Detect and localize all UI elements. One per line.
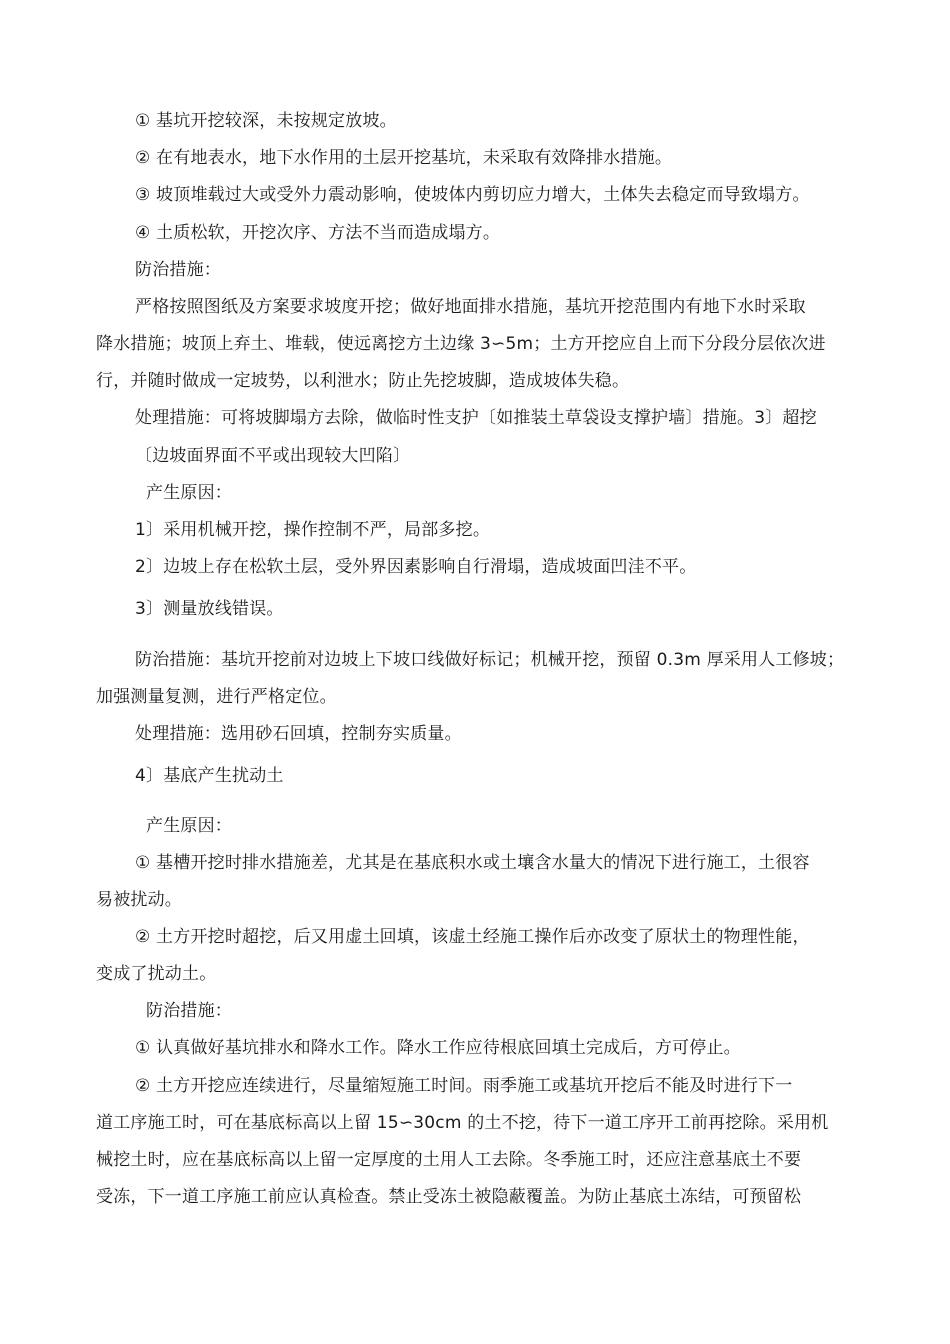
text-line: 1〕采用机械开挖，操作控制不严，局部多挖。 xyxy=(135,520,491,540)
text-line: ④ 土质松软，开挖次序、方法不当而造成塌方。 xyxy=(135,223,501,243)
text-line: 易被扰动。 xyxy=(96,890,182,910)
text-line: ② 在有地表水，地下水作用的土层开挖基坑，未采取有效降排水措施。 xyxy=(135,148,673,168)
text-line: ② 土方开挖应连续进行，尽量缩短施工时间。雨季施工或基坑开挖后不能及时进行下一 xyxy=(135,1076,793,1096)
text-line: 2〕边坡上存在松软土层，受外界因素影响自行滑塌，造成坡面凹洼不平。 xyxy=(135,557,697,577)
text-line: ② 土方开挖时超挖，后又用虚土回填，该虚土经施工操作后亦改变了原状土的物理性能， xyxy=(135,927,810,947)
section-heading: 防治措施： xyxy=(135,260,221,280)
text-line: 严格按照图纸及方案要求坡度开挖；做好地面排水措施，基坑开挖范围内有地下水时采取 xyxy=(135,297,806,317)
section-heading: 产生原因： xyxy=(146,483,232,503)
text-line: 受冻，下一道工序施工前应认真检查。禁止受冻土被隐蔽覆盖。为防止基底土冻结，可预留松 xyxy=(96,1187,802,1207)
section-heading: 产生原因： xyxy=(146,816,232,836)
section-heading: 防治措施： xyxy=(146,1001,232,1021)
text-line: 3〕测量放线错误。 xyxy=(135,599,284,619)
text-line: 处理措施：可将坡脚塌方去除，做临时性支护〔如推装土草袋设支撑护墙〕措施。3〕超挖 xyxy=(135,408,817,428)
text-line: 变成了扰动土。 xyxy=(96,964,217,984)
text-line: 械挖土时，应在基底标高以上留一定厚度的土用人工去除。冬季施工时，还应注意基底土不要 xyxy=(96,1150,802,1170)
text-line: 行，并随时做成一定坡势，以利泄水；防止先挖坡脚，造成坡体失稳。 xyxy=(96,371,630,391)
text-line: 〔边坡面界面不平或出现较大凹陷〕 xyxy=(135,446,411,466)
text-line: 道工序施工时，可在基底标高以上留 15∽30cm 的土不挖，待下一道工序开工前再挖除。采用机 xyxy=(96,1113,829,1133)
text-line: ③ 坡顶堆载过大或受外力震动影响，使坡体内剪切应力增大，土体失去稳定而导致塌方。 xyxy=(135,185,810,205)
text-line: 降水措施；坡顶上弃土、堆载，使远离挖方土边缘 3∽5m；土方开挖应自上而下分段分层依次进 xyxy=(96,334,826,354)
text-line: 处理措施：选用砂石回填，控制夯实质量。 xyxy=(135,724,462,744)
text-line: 防治措施：基坑开挖前对边坡上下坡口线做好标记；机械开挖，预留 0.3m 厚采用人工修坡； xyxy=(135,650,845,670)
text-line: ① 认真做好基坑排水和降水工作。降水工作应待根底回填土完成后，方可停止。 xyxy=(135,1038,741,1058)
section-heading: 4〕基底产生扰动土 xyxy=(135,766,284,786)
text-line: ① 基槽开挖时排水措施差，尤其是在基底积水或土壤含水量大的情况下进行施工，土很容 xyxy=(135,853,810,873)
text-line: 加强测量复测，进行严格定位。 xyxy=(96,687,337,707)
text-line: ① 基坑开挖较深，未按规定放坡。 xyxy=(135,111,397,131)
